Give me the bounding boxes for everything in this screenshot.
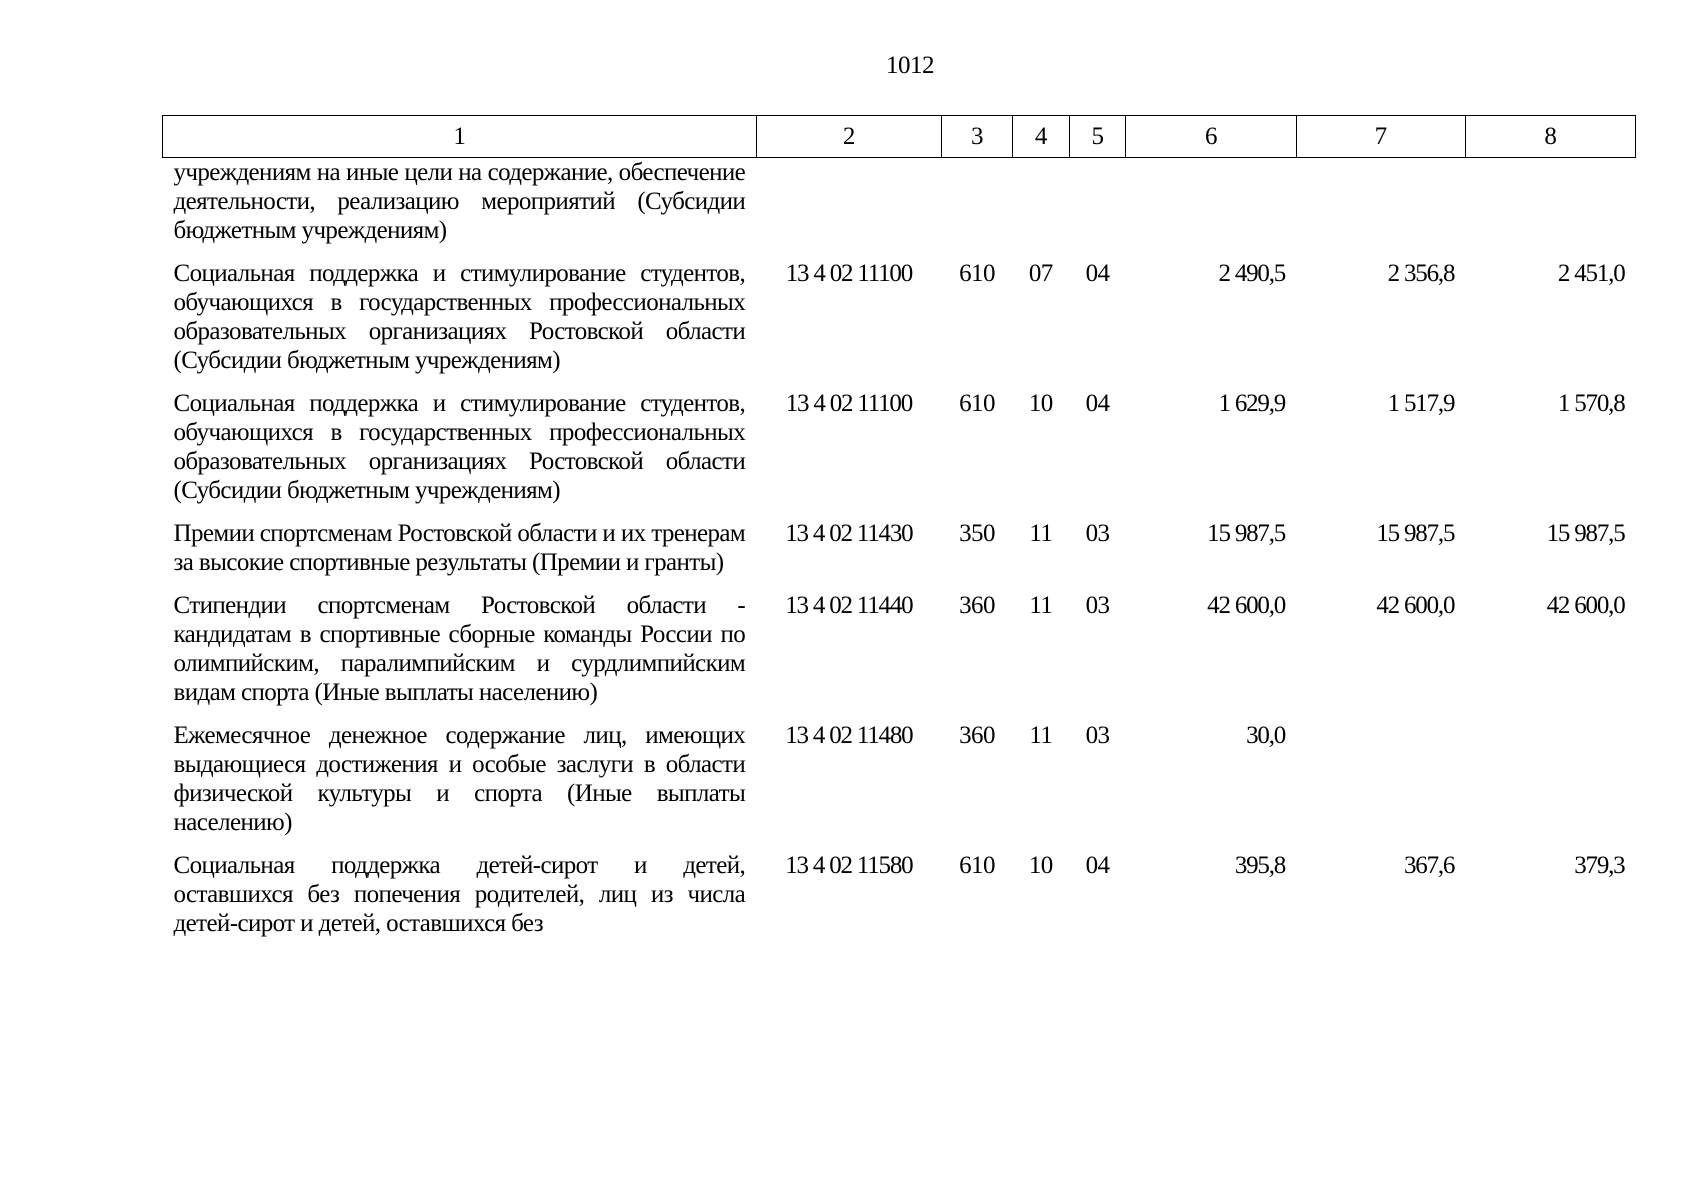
expense-name-cell: Социальная поддержка детей-сирот и детей, оставшихся без попечения родителей, лиц из числа детей-сирот и детей, оставшихся без bbox=[173, 852, 746, 937]
expense-name-cell: Социальная поддержка и стимулирование студентов, обучающихся в государственных профессиональных образовательных организациях Ростовской области (Субсидии бюджетным учреждениям) bbox=[173, 260, 746, 374]
amount-cell-6: 30,0 bbox=[1246, 722, 1286, 749]
budget-table bbox=[162, 115, 1636, 952]
target-code-cell: 13 4 02 11580 bbox=[785, 852, 913, 879]
amount-cell-6 bbox=[1126, 158, 1296, 260]
table-row bbox=[163, 158, 1636, 260]
target-code-cell bbox=[756, 158, 941, 260]
table-row bbox=[163, 851, 1636, 952]
amount-cell-7: 2 356,8 bbox=[1387, 260, 1455, 287]
section-cell: 11 bbox=[1029, 722, 1053, 749]
amount-cell-6: 1 629,9 bbox=[1218, 390, 1286, 417]
amount-cell-7: 15 987,5 bbox=[1376, 520, 1455, 547]
amount-cell-8: 42 600,0 bbox=[1546, 592, 1625, 619]
column-header: 4 bbox=[1012, 116, 1069, 158]
section-cell bbox=[1012, 158, 1069, 260]
target-code-cell: 13 4 02 11480 bbox=[785, 722, 913, 749]
section-cell: 11 bbox=[1029, 520, 1053, 547]
section-cell: 10 bbox=[1028, 852, 1053, 879]
section-cell: 07 bbox=[1028, 260, 1053, 287]
subsection-cell: 04 bbox=[1085, 260, 1110, 287]
expense-name-cell: Социальная поддержка и стимулирование студентов, обучающихся в государственных профессиональных образовательных организациях Ростовской области (Субсидии бюджетным учреждениям) bbox=[173, 390, 746, 504]
target-code-cell: 13 4 02 11100 bbox=[785, 260, 912, 287]
amount-cell-7: 42 600,0 bbox=[1376, 592, 1455, 619]
amount-cell-7 bbox=[1296, 721, 1465, 851]
amount-cell-8: 15 987,5 bbox=[1546, 520, 1625, 547]
column-header: 3 bbox=[942, 116, 1013, 158]
amount-cell-6: 395,8 bbox=[1234, 852, 1286, 879]
expense-name-cell: Премии спортсменам Ростовской области и их тренерам за высокие спортивные результаты (Премии и гранты) bbox=[173, 520, 746, 576]
expense-type-cell bbox=[942, 158, 1013, 260]
column-header: 5 bbox=[1069, 116, 1126, 158]
subsection-cell: 03 bbox=[1085, 520, 1110, 547]
amount-cell-6: 2 490,5 bbox=[1218, 260, 1286, 287]
table-row bbox=[163, 389, 1636, 519]
target-code-cell: 13 4 02 11440 bbox=[785, 592, 913, 619]
column-header: 6 bbox=[1126, 116, 1296, 158]
subsection-cell: 03 bbox=[1085, 722, 1110, 749]
expense-name-cell: учреждениям на иные цели на содержание, обеспечение деятельности, реализацию мероприятий (Субсидии бюджетным учреждениям) bbox=[173, 159, 746, 244]
subsection-cell: 04 bbox=[1085, 390, 1110, 417]
amount-cell-8 bbox=[1465, 158, 1635, 260]
table-row bbox=[163, 519, 1636, 591]
column-header: 7 bbox=[1296, 116, 1465, 158]
expense-name-cell: Ежемесячное денежное содержание лиц, имеющих выдающиеся достижения и особые заслуги в области физической культуры и спорта (Иные выплаты населению) bbox=[173, 722, 746, 836]
amount-cell-8 bbox=[1465, 721, 1635, 851]
table-row bbox=[163, 721, 1636, 851]
target-code-cell: 13 4 02 11100 bbox=[785, 390, 912, 417]
table-row bbox=[163, 591, 1636, 721]
expense-type-cell: 350 bbox=[959, 520, 995, 547]
expense-type-cell: 360 bbox=[959, 592, 995, 619]
expense-type-cell: 610 bbox=[959, 260, 995, 287]
amount-cell-8: 379,3 bbox=[1574, 852, 1625, 879]
amount-cell-8: 1 570,8 bbox=[1557, 390, 1625, 417]
expense-type-cell: 360 bbox=[959, 722, 995, 749]
expense-type-cell: 610 bbox=[959, 852, 995, 879]
target-code-cell: 13 4 02 11430 bbox=[785, 520, 913, 547]
amount-cell-7: 367,6 bbox=[1403, 852, 1455, 879]
table-row bbox=[163, 259, 1636, 389]
table-header-row bbox=[163, 116, 1636, 158]
section-cell: 10 bbox=[1028, 390, 1053, 417]
amount-cell-8: 2 451,0 bbox=[1557, 260, 1625, 287]
amount-cell-6: 42 600,0 bbox=[1207, 592, 1286, 619]
expense-type-cell: 610 bbox=[959, 390, 995, 417]
page-number: 1012 bbox=[886, 52, 934, 79]
amount-cell-7: 1 517,9 bbox=[1387, 390, 1455, 417]
column-header: 1 bbox=[163, 116, 757, 158]
column-header: 8 bbox=[1465, 116, 1635, 158]
amount-cell-7 bbox=[1296, 158, 1465, 260]
subsection-cell: 03 bbox=[1085, 592, 1110, 619]
subsection-cell bbox=[1069, 158, 1126, 260]
amount-cell-6: 15 987,5 bbox=[1207, 520, 1286, 547]
section-cell: 11 bbox=[1029, 592, 1053, 619]
expense-name-cell: Стипендии спортсменам Ростовской области - кандидатам в спортивные сборные команды России по олимпийским, паралимпийским и сурдлимпийским видам спорта (Иные выплаты населению) bbox=[173, 592, 746, 706]
subsection-cell: 04 bbox=[1085, 852, 1110, 879]
column-header: 2 bbox=[756, 116, 941, 158]
